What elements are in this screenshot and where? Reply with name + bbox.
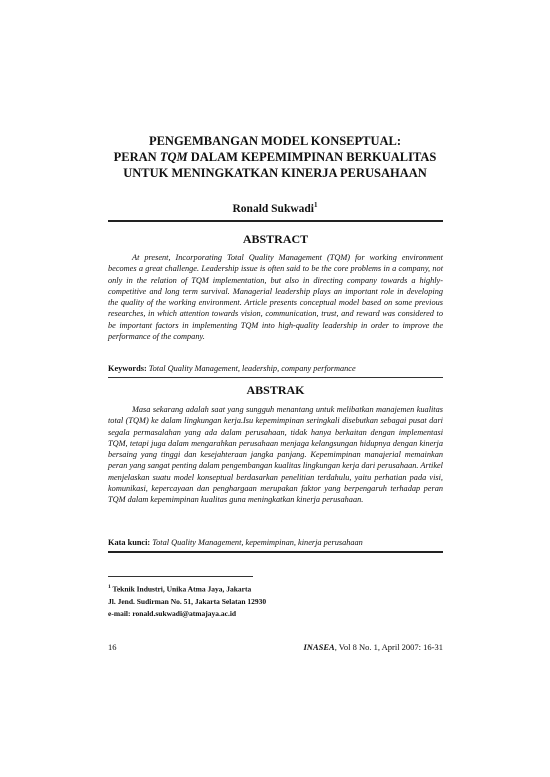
journal-info: , Vol 8 No. 1, April 2007: 16-31	[334, 642, 443, 652]
title-line-2-prefix: PERAN	[113, 150, 160, 164]
footnote-email: e-mail: ronald.sukwadi@atmajaya.ac.id	[108, 608, 237, 618]
abstract-text: At present, Incorporating Total Quality Management (TQM) for working environment becomes a great challenge. Leadership issue is often said to be the core problems in a company, not only in the relation of TQM implementation, but also in directing company towards a highly-competitive and long term survival. Managerial leadership plays an important role in developing the quality of the working environment. Article presents conceptual model based on some previous researches, in which attention towards vision, communication, trust, and reward was considered to be important factors in implementing TQM into high-quality leadership in order to improve the performance of the company.	[108, 253, 443, 342]
title-line-2	[90, 149, 460, 165]
abstract-heading: ABSTRACT	[242, 232, 309, 246]
abstract-keywords	[108, 363, 443, 374]
top-divider	[108, 220, 443, 222]
abstrak-heading: ABSTRAK	[246, 383, 305, 397]
author	[90, 201, 460, 215]
footnote-address: Jl. Jend. Sudirman No. 51, Jakarta Selatan 12930	[108, 596, 267, 606]
title-line-2-italic: TQM	[159, 150, 188, 164]
abstrak-keywords	[108, 537, 443, 548]
kata-kunci-label: Kata kunci:	[108, 538, 151, 547]
footnote-rule	[108, 576, 253, 577]
page-number: 16	[108, 642, 117, 652]
abstract-divider	[108, 377, 443, 378]
journal-name: INASEA	[303, 642, 335, 652]
author-name: Ronald Sukwadi	[232, 202, 314, 215]
title-line-1: PENGEMBANGAN MODEL KONSEPTUAL:	[148, 134, 402, 148]
author-footnote-marker: 1	[314, 201, 318, 209]
title-line-2-suffix: DALAM KEPEMIMPINAN BERKUALITAS	[187, 150, 437, 164]
kata-kunci-value: Total Quality Management, kepemimpinan, kinerja perusahaan	[152, 538, 363, 547]
keywords-value: Total Quality Management, leadership, company performance	[148, 364, 356, 373]
abstrak-text: Masa sekarang adalah saat yang sungguh menantang untuk melibatkan manajemen kualitas total (TQM) ke dalam lingkungan kerja.Isu kepemimpinan seringkali disebutkan sebagai pusat dari segala permasalahan yang ada dalam perusahaan, tidak hanya berkaitan dengan implementasi TQM, tetapi juga dalam mengarahkan perusahaan menjaga kelangsungan hidupnya dengan kinerja bersaing yang tinggi dan kesejahteraan jangka panjang. Kepemimpinan manajerial memainkan peran yang sangat penting dalam pengembangan kualitas lingkungan kerja dari perusahaan. Artikel menjelaskan suatu model konseptual berdasarkan penelitian terdahulu, yaitu perhatian pada visi, komunikasi, kepercayaan dan penghargaan merupakan faktor yang berpengaruh terhadap peran TQM dalam kepemimpinan kualitas guna meningkatkan kinerja perusahaan.	[108, 405, 443, 505]
footnote-affiliation: Teknik Industri, Unika Atma Jaya, Jakarta	[112, 584, 252, 594]
paper-title	[90, 133, 460, 181]
journal-citation	[304, 642, 444, 652]
footnote	[108, 581, 443, 620]
keywords-label: Keywords:	[108, 364, 147, 373]
footnote-line-1	[108, 581, 443, 596]
title-line-3: UNTUK MENINGKATKAN KINERJA PERUSAHAAN	[123, 166, 427, 180]
bottom-divider	[108, 551, 443, 553]
footnote-marker: 1	[108, 584, 111, 590]
